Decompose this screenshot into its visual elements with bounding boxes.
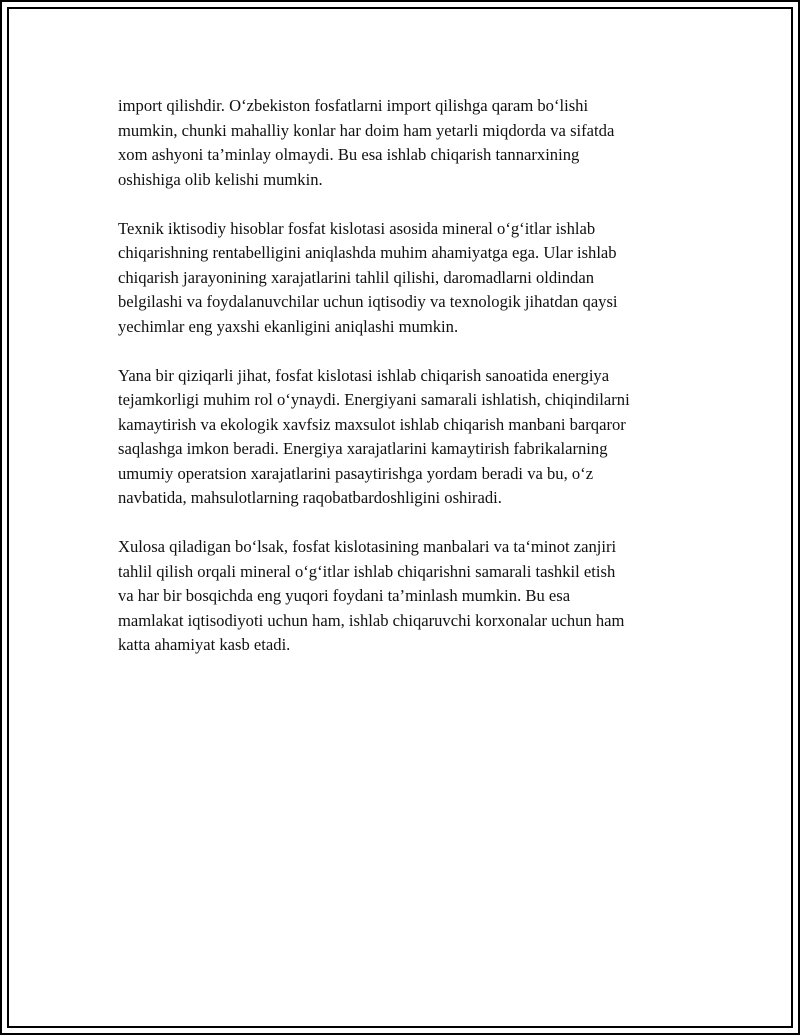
text-line: saqlashga imkon beradi. Energiya xarajatlarini kamaytirish fabrikalarning: [118, 439, 608, 458]
text-line: Xulosa qiladigan bo‘lsak, fosfat kislotasining manbalari va ta‘minot zanjiri: [118, 537, 617, 556]
text-line: chiqarishning rentabelligini aniqlashda muhim ahamiyatga ega. Ular ishlab: [118, 243, 617, 262]
text-line: tahlil qilish orqali mineral o‘g‘itlar ishlab chiqarishni samarali tashkil etish: [118, 561, 616, 581]
text-line: oshishiga olib kelishi mumkin.: [118, 169, 323, 189]
text-line: katta ahamiyat kasb etadi.: [118, 635, 291, 654]
text-line: va har bir bosqichda eng yuqori foydani ta’minlash mumkin. Bu esa: [118, 586, 571, 605]
paragraph-4: [118, 535, 698, 658]
text-line: mamlakat iqtisodiyoti uchun ham, ishlab chiqaruvchi korxonalar uchun ham: [118, 610, 625, 630]
text-line: umumiy operatsion xarajatlarini pasaytirishga yordam beradi va bu, o‘z: [118, 463, 594, 483]
text-line: navbatida, mahsulotlarning raqobatbardoshligini oshiradi.: [118, 488, 502, 507]
text-line: xom ashyoni ta’minlay olmaydi. Bu esa ishlab chiqarish tannarxining: [118, 145, 580, 164]
text-line: belgilashi va foydalanuvchilar uchun iqtisodiy va texnologik jihatdan qaysi: [118, 292, 618, 311]
text-line: Texnik iktisodiy hisoblar fosfat kislotasi asosida mineral o‘g‘itlar ishlab: [118, 218, 596, 238]
text-line: mumkin, chunki mahalliy konlar har doim ham yetarli miqdorda va sifatda: [118, 120, 615, 140]
paragraph-3: [118, 364, 698, 511]
document-body: [118, 94, 698, 682]
text-line: Yana bir qiziqarli jihat, fosfat kislotasi ishlab chiqarish sanoatida energiya: [118, 365, 610, 385]
text-line: tejamkorligi muhim rol o‘ynaydi. Energiyani samarali ishlatish, chiqindilarni: [118, 390, 630, 409]
text-line: import qilishdir. O‘zbekiston fosfatlarni import qilishga qaram bo‘lishi: [118, 96, 589, 115]
text-line: kamaytirish va ekologik xavfsiz maxsulot ishlab chiqarish manbani barqaror: [118, 414, 626, 434]
paragraph-1: [118, 94, 698, 192]
paragraph-2: [118, 217, 698, 340]
text-line: chiqarish jarayonining xarajatlarini tahlil qilishi, daromadlarni oldindan: [118, 267, 595, 287]
text-line: yechimlar eng yaxshi ekanligini aniqlashi mumkin.: [118, 316, 459, 336]
